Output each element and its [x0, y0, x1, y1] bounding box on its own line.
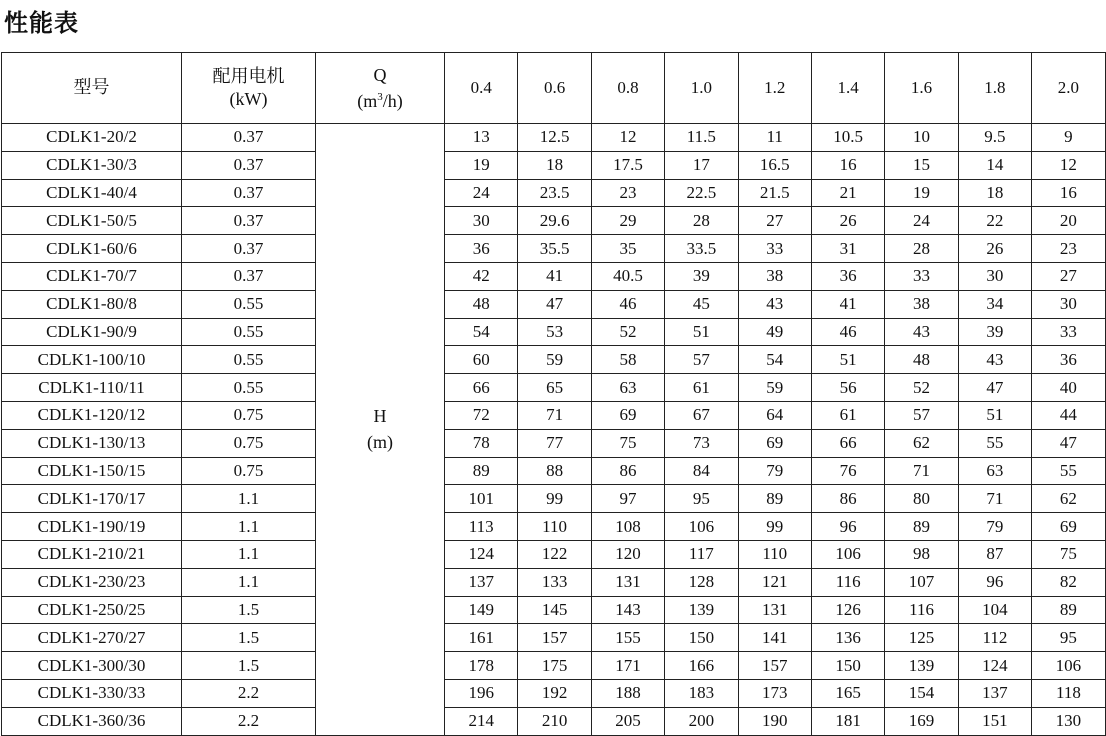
- motor-power-cell: 1.1: [182, 485, 316, 513]
- head-value-cell: 54: [738, 346, 811, 374]
- head-value-cell: 48: [445, 290, 518, 318]
- head-value-cell: 150: [811, 652, 884, 680]
- motor-power-cell: 1.1: [182, 568, 316, 596]
- head-value-cell: 104: [958, 596, 1031, 624]
- table-row: [2, 429, 1106, 457]
- head-value-cell: 18: [518, 151, 591, 179]
- head-value-cell: 196: [445, 679, 518, 707]
- head-value-cell: 139: [885, 652, 958, 680]
- head-value-cell: 55: [1032, 457, 1106, 485]
- motor-power-cell: 0.37: [182, 262, 316, 290]
- head-value-cell: 38: [885, 290, 958, 318]
- head-value-cell: 46: [811, 318, 884, 346]
- head-value-cell: 36: [1032, 346, 1106, 374]
- page-title: 性能表: [4, 9, 79, 37]
- head-value-cell: 24: [885, 207, 958, 235]
- table-body: [2, 124, 1106, 736]
- head-value-cell: 73: [665, 429, 738, 457]
- head-value-cell: 10: [885, 124, 958, 152]
- head-value-cell: 21.5: [738, 179, 811, 207]
- flow-header-unit-sup: 3: [377, 91, 383, 103]
- model-cell: CDLK1-330/33: [2, 679, 182, 707]
- head-value-cell: 45: [665, 290, 738, 318]
- head-value-cell: 60: [445, 346, 518, 374]
- head-value-cell: 14: [958, 151, 1031, 179]
- motor-power-cell: 0.55: [182, 374, 316, 402]
- table-row: [2, 151, 1106, 179]
- head-value-cell: 9.5: [958, 124, 1031, 152]
- head-value-cell: 161: [445, 624, 518, 652]
- head-value-cell: 143: [591, 596, 664, 624]
- flow-header-label: Q: [373, 65, 387, 85]
- head-value-cell: 57: [885, 401, 958, 429]
- head-value-cell: 118: [1032, 679, 1106, 707]
- head-value-cell: 36: [445, 235, 518, 263]
- motor-power-cell: 0.75: [182, 429, 316, 457]
- head-value-cell: 79: [738, 457, 811, 485]
- flow-value-header: 1.4: [811, 53, 884, 124]
- table-row: [2, 707, 1106, 735]
- head-value-cell: 11.5: [665, 124, 738, 152]
- head-value-cell: 33: [885, 262, 958, 290]
- head-value-cell: 39: [958, 318, 1031, 346]
- head-value-cell: 126: [811, 596, 884, 624]
- model-cell: CDLK1-130/13: [2, 429, 182, 457]
- motor-header-label: 配用电机: [212, 65, 285, 87]
- head-value-cell: 57: [665, 346, 738, 374]
- motor-power-cell: 1.5: [182, 624, 316, 652]
- head-value-cell: 36: [811, 262, 884, 290]
- table-row: [2, 290, 1106, 318]
- head-value-cell: 89: [738, 485, 811, 513]
- head-value-cell: 29.6: [518, 207, 591, 235]
- head-value-cell: 42: [445, 262, 518, 290]
- head-value-cell: 149: [445, 596, 518, 624]
- head-value-cell: 131: [591, 568, 664, 596]
- head-value-cell: 97: [591, 485, 664, 513]
- head-value-cell: 75: [1032, 540, 1106, 568]
- head-value-cell: 10.5: [811, 124, 884, 152]
- head-label: H: [373, 406, 387, 427]
- motor-power-cell: 0.37: [182, 124, 316, 152]
- head-value-cell: 18: [958, 179, 1031, 207]
- head-value-cell: 98: [885, 540, 958, 568]
- head-value-cell: 66: [811, 429, 884, 457]
- head-value-cell: 9: [1032, 124, 1106, 152]
- head-value-cell: 87: [958, 540, 1031, 568]
- head-value-cell: 43: [958, 346, 1031, 374]
- head-value-cell: 137: [958, 679, 1031, 707]
- model-cell: CDLK1-230/23: [2, 568, 182, 596]
- motor-power-cell: 1.1: [182, 513, 316, 541]
- table-row: [2, 346, 1106, 374]
- head-value-cell: 56: [811, 374, 884, 402]
- head-value-cell: 43: [738, 290, 811, 318]
- model-cell: CDLK1-150/15: [2, 457, 182, 485]
- model-cell: CDLK1-190/19: [2, 513, 182, 541]
- head-value-cell: 35: [591, 235, 664, 263]
- header-row: [2, 53, 1106, 124]
- head-value-cell: 108: [591, 513, 664, 541]
- head-value-cell: 125: [885, 624, 958, 652]
- head-value-cell: 116: [885, 596, 958, 624]
- head-value-cell: 55: [958, 429, 1031, 457]
- model-cell: CDLK1-110/11: [2, 374, 182, 402]
- motor-power-cell: 0.37: [182, 151, 316, 179]
- head-value-cell: 106: [1032, 652, 1106, 680]
- head-value-cell: 33.5: [665, 235, 738, 263]
- head-value-cell: 71: [518, 401, 591, 429]
- head-value-cell: 200: [665, 707, 738, 735]
- head-value-cell: 78: [445, 429, 518, 457]
- head-value-cell: 17.5: [591, 151, 664, 179]
- head-value-cell: 154: [885, 679, 958, 707]
- head-value-cell: 80: [885, 485, 958, 513]
- head-value-cell: 30: [958, 262, 1031, 290]
- head-value-cell: 28: [885, 235, 958, 263]
- head-value-cell: 88: [518, 457, 591, 485]
- head-value-cell: 59: [738, 374, 811, 402]
- head-value-cell: 63: [591, 374, 664, 402]
- head-value-cell: 47: [1032, 429, 1106, 457]
- head-value-cell: 210: [518, 707, 591, 735]
- table-row: [2, 679, 1106, 707]
- head-value-cell: 214: [445, 707, 518, 735]
- head-value-cell: 124: [958, 652, 1031, 680]
- head-value-cell: 16: [811, 151, 884, 179]
- head-value-cell: 15: [885, 151, 958, 179]
- flow-value-header: 0.6: [518, 53, 591, 124]
- head-value-cell: 188: [591, 679, 664, 707]
- head-value-cell: 96: [958, 568, 1031, 596]
- head-value-cell: 66: [445, 374, 518, 402]
- model-cell: CDLK1-80/8: [2, 290, 182, 318]
- head-value-cell: 27: [738, 207, 811, 235]
- flow-value-header: 1.0: [665, 53, 738, 124]
- head-value-cell: 52: [885, 374, 958, 402]
- head-value-cell: 39: [665, 262, 738, 290]
- head-value-cell: 121: [738, 568, 811, 596]
- head-value-cell: 86: [591, 457, 664, 485]
- head-value-cell: 61: [811, 401, 884, 429]
- head-value-cell: 48: [885, 346, 958, 374]
- head-value-cell: 43: [885, 318, 958, 346]
- head-value-cell: 23: [591, 179, 664, 207]
- head-value-cell: 130: [1032, 707, 1106, 735]
- table-row: [2, 596, 1106, 624]
- head-value-cell: 34: [958, 290, 1031, 318]
- head-value-cell: 33: [1032, 318, 1106, 346]
- head-value-cell: 157: [518, 624, 591, 652]
- table-row: [2, 540, 1106, 568]
- head-value-cell: 124: [445, 540, 518, 568]
- head-value-cell: 23.5: [518, 179, 591, 207]
- motor-power-cell: 0.55: [182, 346, 316, 374]
- head-value-cell: 128: [665, 568, 738, 596]
- model-cell: CDLK1-300/30: [2, 652, 182, 680]
- head-value-cell: 106: [665, 513, 738, 541]
- table-row: [2, 179, 1106, 207]
- head-value-cell: 95: [665, 485, 738, 513]
- head-value-cell: 26: [811, 207, 884, 235]
- head-value-cell: 137: [445, 568, 518, 596]
- head-value-cell: 71: [958, 485, 1031, 513]
- model-cell: CDLK1-30/3: [2, 151, 182, 179]
- head-value-cell: 173: [738, 679, 811, 707]
- head-value-cell: 96: [811, 513, 884, 541]
- head-value-cell: 30: [445, 207, 518, 235]
- head-value-cell: 17: [665, 151, 738, 179]
- head-value-cell: 38: [738, 262, 811, 290]
- head-value-cell: 21: [811, 179, 884, 207]
- head-value-cell: 175: [518, 652, 591, 680]
- motor-power-cell: 0.75: [182, 457, 316, 485]
- head-value-cell: 35.5: [518, 235, 591, 263]
- head-value-cell: 169: [885, 707, 958, 735]
- head-value-cell: 165: [811, 679, 884, 707]
- motor-power-cell: 0.55: [182, 290, 316, 318]
- head-value-cell: 65: [518, 374, 591, 402]
- head-value-cell: 116: [811, 568, 884, 596]
- table-row: [2, 374, 1106, 402]
- head-value-cell: 157: [738, 652, 811, 680]
- head-value-cell: 51: [958, 401, 1031, 429]
- table-row: [2, 124, 1106, 152]
- model-cell: CDLK1-60/6: [2, 235, 182, 263]
- head-value-cell: 30: [1032, 290, 1106, 318]
- flow-header-unit-post: /h): [382, 91, 403, 111]
- head-value-cell: 11: [738, 124, 811, 152]
- model-cell: CDLK1-360/36: [2, 707, 182, 735]
- head-value-cell: 69: [738, 429, 811, 457]
- head-value-cell: 54: [445, 318, 518, 346]
- head-value-cell: 40: [1032, 374, 1106, 402]
- head-value-cell: 145: [518, 596, 591, 624]
- head-value-cell: 71: [885, 457, 958, 485]
- table-row: [2, 207, 1106, 235]
- head-value-cell: 112: [958, 624, 1031, 652]
- head-value-cell: 82: [1032, 568, 1106, 596]
- head-value-cell: 12.5: [518, 124, 591, 152]
- model-header: 型号: [2, 53, 182, 124]
- head-value-cell: 155: [591, 624, 664, 652]
- head-value-cell: 51: [811, 346, 884, 374]
- performance-table: [1, 52, 1106, 736]
- table-row: [2, 401, 1106, 429]
- head-value-cell: 205: [591, 707, 664, 735]
- model-cell: CDLK1-90/9: [2, 318, 182, 346]
- head-value-cell: 99: [738, 513, 811, 541]
- head-value-cell: 59: [518, 346, 591, 374]
- head-value-cell: 86: [811, 485, 884, 513]
- head-value-cell: 84: [665, 457, 738, 485]
- head-value-cell: 131: [738, 596, 811, 624]
- head-value-cell: 52: [591, 318, 664, 346]
- table-row: [2, 457, 1106, 485]
- motor-power-cell: 0.37: [182, 235, 316, 263]
- head-value-cell: 190: [738, 707, 811, 735]
- flow-value-header: 0.8: [591, 53, 664, 124]
- head-value-cell: 62: [1032, 485, 1106, 513]
- head-value-cell: 192: [518, 679, 591, 707]
- motor-power-cell: 0.75: [182, 401, 316, 429]
- motor-header: [182, 53, 316, 124]
- head-value-cell: 27: [1032, 262, 1106, 290]
- motor-power-cell: 0.37: [182, 179, 316, 207]
- motor-power-cell: 2.2: [182, 679, 316, 707]
- head-value-cell: 106: [811, 540, 884, 568]
- flow-value-header: 0.4: [445, 53, 518, 124]
- head-value-cell: 141: [738, 624, 811, 652]
- head-value-cell: 19: [885, 179, 958, 207]
- head-value-cell: 101: [445, 485, 518, 513]
- head-label-cell: [316, 124, 445, 736]
- head-value-cell: 47: [958, 374, 1031, 402]
- model-cell: CDLK1-170/17: [2, 485, 182, 513]
- head-unit: (m): [367, 432, 393, 453]
- head-value-cell: 13: [445, 124, 518, 152]
- model-cell: CDLK1-270/27: [2, 624, 182, 652]
- head-value-cell: 79: [958, 513, 1031, 541]
- head-value-cell: 24: [445, 179, 518, 207]
- model-cell: CDLK1-50/5: [2, 207, 182, 235]
- head-value-cell: 183: [665, 679, 738, 707]
- head-value-cell: 89: [445, 457, 518, 485]
- motor-header-unit: (kW): [229, 88, 268, 109]
- head-value-cell: 171: [591, 652, 664, 680]
- head-value-cell: 16.5: [738, 151, 811, 179]
- head-value-cell: 77: [518, 429, 591, 457]
- head-value-cell: 58: [591, 346, 664, 374]
- model-cell: CDLK1-120/12: [2, 401, 182, 429]
- flow-value-header: 1.6: [885, 53, 958, 124]
- flow-header-unit-pre: (m: [357, 91, 378, 111]
- head-value-cell: 31: [811, 235, 884, 263]
- flow-value-header: 1.2: [738, 53, 811, 124]
- model-cell: CDLK1-70/7: [2, 262, 182, 290]
- model-cell: CDLK1-20/2: [2, 124, 182, 152]
- motor-power-cell: 2.2: [182, 707, 316, 735]
- head-value-cell: 64: [738, 401, 811, 429]
- head-value-cell: 76: [811, 457, 884, 485]
- head-value-cell: 166: [665, 652, 738, 680]
- head-value-cell: 12: [1032, 151, 1106, 179]
- head-value-cell: 63: [958, 457, 1031, 485]
- table-row: [2, 318, 1106, 346]
- head-value-cell: 51: [665, 318, 738, 346]
- head-value-cell: 69: [1032, 513, 1106, 541]
- head-value-cell: 110: [518, 513, 591, 541]
- model-cell: CDLK1-210/21: [2, 540, 182, 568]
- head-value-cell: 47: [518, 290, 591, 318]
- motor-power-cell: 0.37: [182, 207, 316, 235]
- head-value-cell: 110: [738, 540, 811, 568]
- model-cell: CDLK1-40/4: [2, 179, 182, 207]
- head-value-cell: 120: [591, 540, 664, 568]
- head-value-cell: 41: [518, 262, 591, 290]
- head-value-cell: 150: [665, 624, 738, 652]
- head-value-cell: 117: [665, 540, 738, 568]
- head-value-cell: 16: [1032, 179, 1106, 207]
- head-value-cell: 23: [1032, 235, 1106, 263]
- head-value-cell: 181: [811, 707, 884, 735]
- motor-power-cell: 0.55: [182, 318, 316, 346]
- head-value-cell: 136: [811, 624, 884, 652]
- head-value-cell: 67: [665, 401, 738, 429]
- head-value-cell: 29: [591, 207, 664, 235]
- head-value-cell: 72: [445, 401, 518, 429]
- head-value-cell: 41: [811, 290, 884, 318]
- head-value-cell: 89: [885, 513, 958, 541]
- head-value-cell: 19: [445, 151, 518, 179]
- head-value-cell: 44: [1032, 401, 1106, 429]
- head-value-cell: 139: [665, 596, 738, 624]
- head-value-cell: 28: [665, 207, 738, 235]
- head-value-cell: 26: [958, 235, 1031, 263]
- head-value-cell: 62: [885, 429, 958, 457]
- head-value-cell: 113: [445, 513, 518, 541]
- motor-power-cell: 1.1: [182, 540, 316, 568]
- head-value-cell: 40.5: [591, 262, 664, 290]
- head-value-cell: 53: [518, 318, 591, 346]
- flow-header: [316, 53, 445, 124]
- head-value-cell: 12: [591, 124, 664, 152]
- table-row: [2, 485, 1106, 513]
- head-value-cell: 22.5: [665, 179, 738, 207]
- model-cell: CDLK1-250/25: [2, 596, 182, 624]
- head-value-cell: 107: [885, 568, 958, 596]
- table-row: [2, 652, 1106, 680]
- head-value-cell: 20: [1032, 207, 1106, 235]
- flow-value-header: 1.8: [958, 53, 1031, 124]
- head-value-cell: 122: [518, 540, 591, 568]
- head-value-cell: 46: [591, 290, 664, 318]
- flow-value-header: 2.0: [1032, 53, 1106, 124]
- head-value-cell: 99: [518, 485, 591, 513]
- head-value-cell: 49: [738, 318, 811, 346]
- head-value-cell: 69: [591, 401, 664, 429]
- head-value-cell: 75: [591, 429, 664, 457]
- head-value-cell: 95: [1032, 624, 1106, 652]
- table-row: [2, 235, 1106, 263]
- head-value-cell: 178: [445, 652, 518, 680]
- table-row: [2, 262, 1106, 290]
- table-row: [2, 513, 1106, 541]
- head-value-cell: 151: [958, 707, 1031, 735]
- motor-power-cell: 1.5: [182, 652, 316, 680]
- model-cell: CDLK1-100/10: [2, 346, 182, 374]
- table-row: [2, 568, 1106, 596]
- table-row: [2, 624, 1106, 652]
- head-value-cell: 133: [518, 568, 591, 596]
- head-value-cell: 89: [1032, 596, 1106, 624]
- motor-power-cell: 1.5: [182, 596, 316, 624]
- head-value-cell: 33: [738, 235, 811, 263]
- head-value-cell: 22: [958, 207, 1031, 235]
- head-value-cell: 61: [665, 374, 738, 402]
